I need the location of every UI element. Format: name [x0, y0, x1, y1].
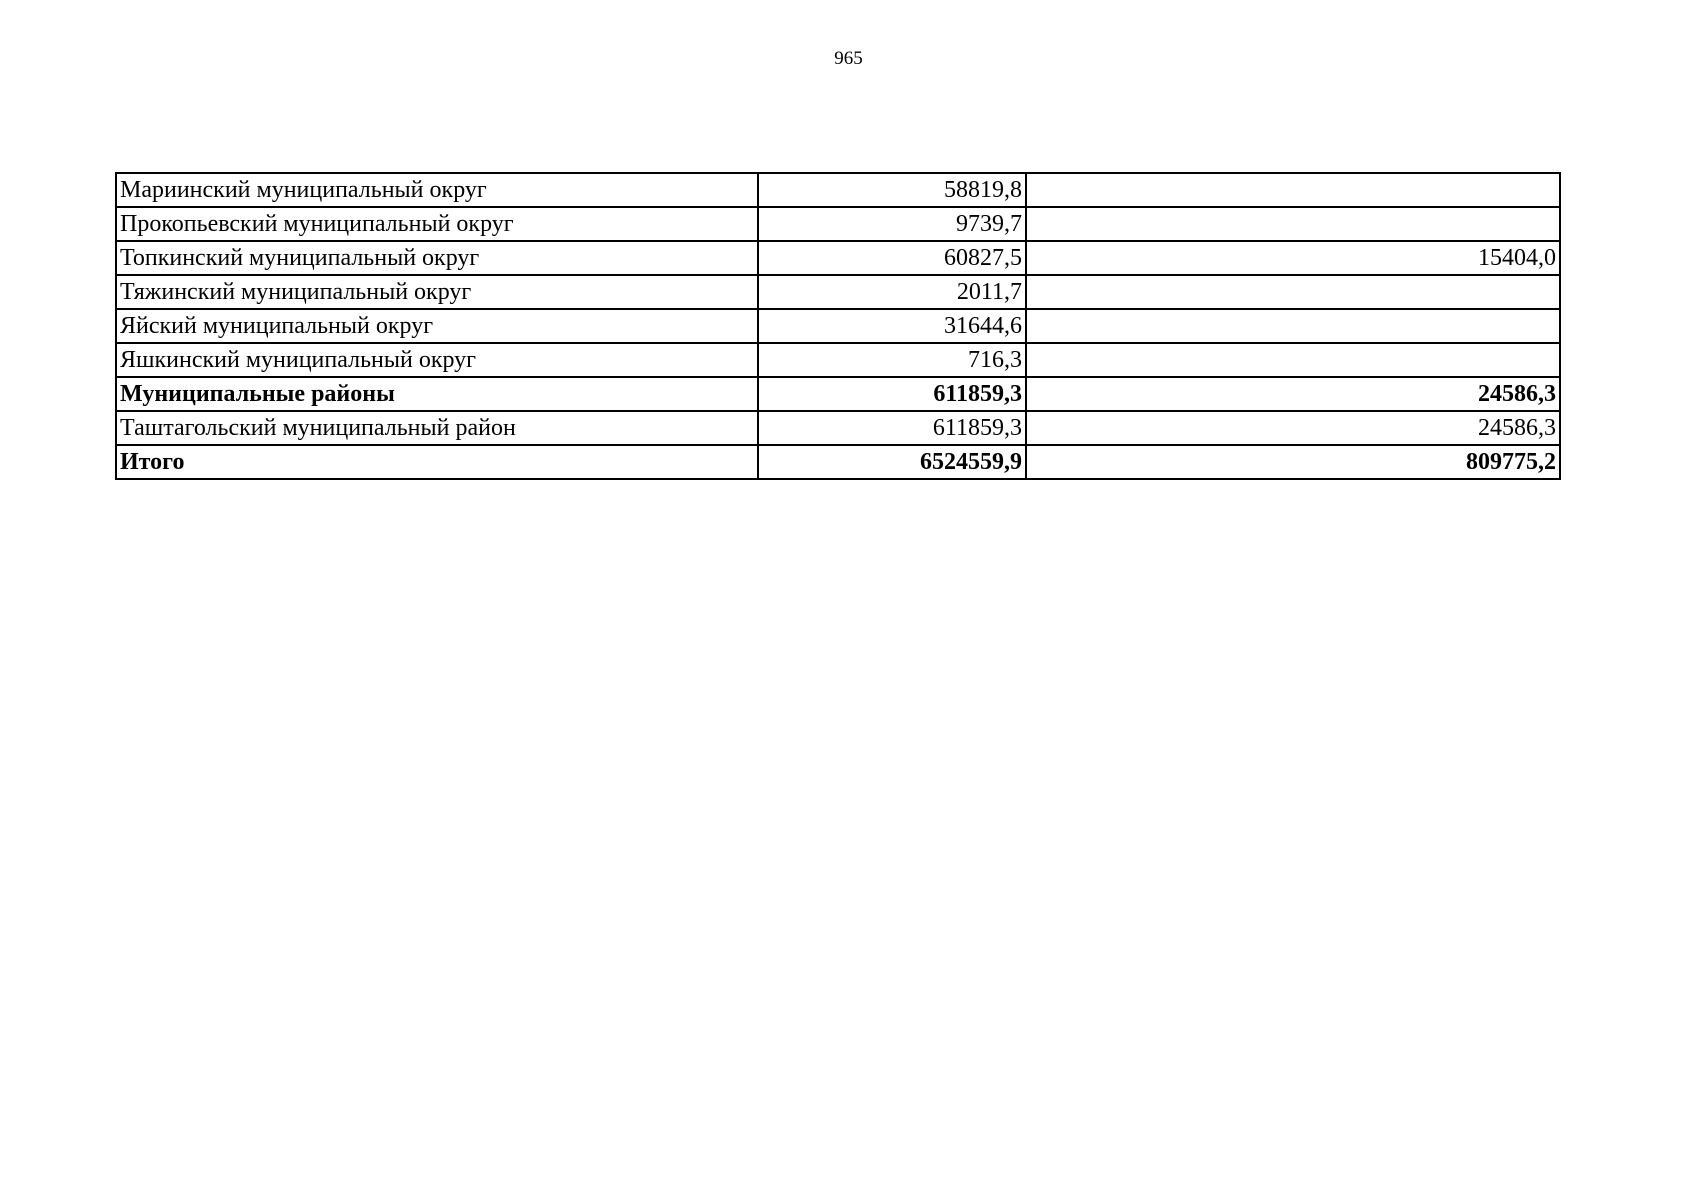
row-value-2-cell — [1026, 207, 1560, 241]
row-value-2-cell: 24586,3 — [1026, 411, 1560, 445]
row-value-2-cell — [1026, 309, 1560, 343]
row-name-cell: Прокопьевский муниципальный округ — [116, 207, 758, 241]
row-name-cell: Итого — [116, 445, 758, 479]
row-name-cell: Топкинский муниципальный округ — [116, 241, 758, 275]
table-row — [116, 309, 1560, 343]
row-value-1-cell: 58819,8 — [758, 173, 1026, 207]
row-name-cell: Мариинский муниципальный округ — [116, 173, 758, 207]
row-value-1-cell: 6524559,9 — [758, 445, 1026, 479]
row-value-1-cell: 9739,7 — [758, 207, 1026, 241]
table-row — [116, 411, 1560, 445]
row-name-cell: Яйский муниципальный округ — [116, 309, 758, 343]
row-name-cell: Таштагольский муниципальный район — [116, 411, 758, 445]
data-table — [115, 172, 1561, 480]
row-value-2-cell — [1026, 343, 1560, 377]
page-number: 965 — [834, 48, 863, 69]
row-value-2-cell: 15404,0 — [1026, 241, 1560, 275]
row-value-1-cell: 60827,5 — [758, 241, 1026, 275]
row-value-1-cell: 2011,7 — [758, 275, 1026, 309]
row-value-2-cell: 24586,3 — [1026, 377, 1560, 411]
table-row — [116, 207, 1560, 241]
table-row — [116, 275, 1560, 309]
row-value-1-cell: 31644,6 — [758, 309, 1026, 343]
row-value-2-cell — [1026, 275, 1560, 309]
row-name-cell: Яшкинский муниципальный округ — [116, 343, 758, 377]
row-value-1-cell: 716,3 — [758, 343, 1026, 377]
table-row-subtotal — [116, 377, 1560, 411]
table-row-total — [116, 445, 1560, 479]
row-name-cell: Тяжинский муниципальный округ — [116, 275, 758, 309]
row-value-2-cell — [1026, 173, 1560, 207]
row-name-cell: Муниципальные районы — [116, 377, 758, 411]
table-row — [116, 343, 1560, 377]
row-value-1-cell: 611859,3 — [758, 377, 1026, 411]
table-row — [116, 173, 1560, 207]
table-row — [116, 241, 1560, 275]
row-value-2-cell: 809775,2 — [1026, 445, 1560, 479]
row-value-1-cell: 611859,3 — [758, 411, 1026, 445]
